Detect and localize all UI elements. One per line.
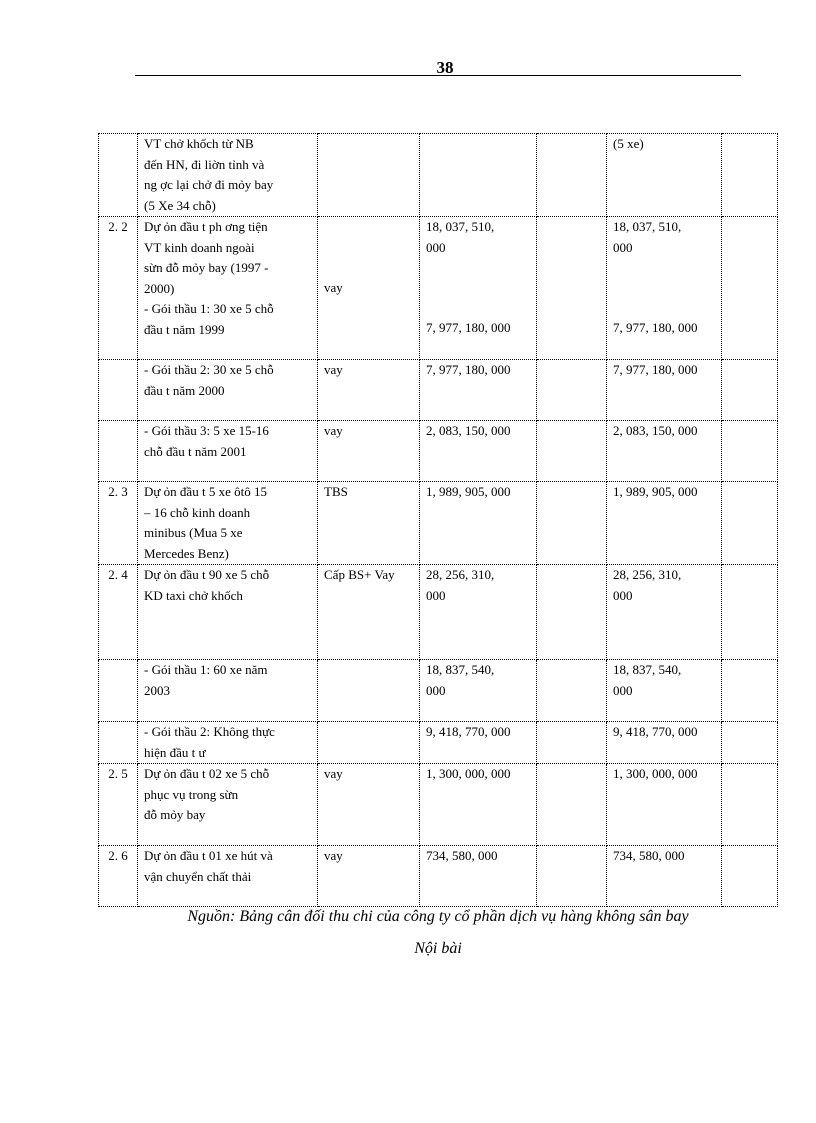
row-number: 2. 3 — [99, 482, 138, 565]
row-description: Dự ỏn đầu t 02 xe 5 chỗ phục vụ trong sừn đỗ mỏy bay — [138, 764, 318, 846]
row-amount-1: 18, 037, 510, 000 7, 977, 180, 000 — [420, 217, 537, 360]
row-source: vay — [318, 764, 420, 846]
row-amount-2: 9, 418, 770, 000 — [607, 722, 722, 764]
table-row — [99, 565, 778, 660]
table-row — [99, 846, 778, 907]
row-blank-1 — [537, 421, 607, 482]
row-source: vay — [318, 360, 420, 421]
row-blank-2 — [722, 360, 778, 421]
row-number — [99, 722, 138, 764]
table-row — [99, 217, 778, 360]
row-number — [99, 660, 138, 722]
row-source — [318, 660, 420, 722]
row-number: 2. 2 — [99, 217, 138, 360]
row-blank-2 — [722, 660, 778, 722]
row-blank-2 — [722, 565, 778, 660]
row-source: Cấp BS+ Vay — [318, 565, 420, 660]
row-amount-2: 1, 300, 000, 000 — [607, 764, 722, 846]
row-amount-2: 1, 989, 905, 000 — [607, 482, 722, 565]
row-amount-1: 2, 083, 150, 000 — [420, 421, 537, 482]
table-row — [99, 482, 778, 565]
row-blank-2 — [722, 421, 778, 482]
row-amount-1: 9, 418, 770, 000 — [420, 722, 537, 764]
row-number: 2. 4 — [99, 565, 138, 660]
row-amount-1: 18, 837, 540, 000 — [420, 660, 537, 722]
table-row — [99, 660, 778, 722]
row-blank-2 — [722, 134, 778, 217]
row-description: VT chở khốch từ NB đến HN, đi liờn tỉnh và ng ợc lại chở đi mỏy bay (5 Xe 34 chỗ) — [138, 134, 318, 217]
row-amount-2: 18, 837, 540, 000 — [607, 660, 722, 722]
row-blank-1 — [537, 846, 607, 907]
row-amount-1: 1, 989, 905, 000 — [420, 482, 537, 565]
row-description: Dự ỏn đầu t 5 xe ôtô 15 – 16 chỗ kinh doanh minibus (Mua 5 xe Mercedes Benz) — [138, 482, 318, 565]
header-rule — [135, 75, 741, 76]
row-amount-2: 7, 977, 180, 000 — [607, 360, 722, 421]
source-note-line-2: Nội bài — [414, 940, 462, 957]
row-number — [99, 360, 138, 421]
row-description: Dự ỏn đầu t ph ơng tiện VT kinh doanh ngoài sừn đỗ mỏy bay (1997 - 2000) - Gói thầu 1: 30 xe 5 chỗ đầu t năm 1999 — [138, 217, 318, 360]
row-source: vay — [318, 846, 420, 907]
row-source — [318, 722, 420, 764]
row-blank-2 — [722, 482, 778, 565]
source-note-line-1: Nguồn: Bảng cân đối thu chi của công ty cổ phần dịch vụ hàng không sân bay — [187, 908, 689, 925]
row-amount-1: 734, 580, 000 — [420, 846, 537, 907]
row-number: 2. 5 — [99, 764, 138, 846]
row-blank-1 — [537, 482, 607, 565]
row-amount-1: 28, 256, 310, 000 — [420, 565, 537, 660]
row-amount-1: 1, 300, 000, 000 — [420, 764, 537, 846]
row-blank-2 — [722, 217, 778, 360]
row-description: Dự ỏn đầu t 90 xe 5 chỗ KD taxi chở khốch — [138, 565, 318, 660]
table-row — [99, 421, 778, 482]
row-blank-1 — [537, 134, 607, 217]
row-amount-1: 7, 977, 180, 000 — [420, 360, 537, 421]
row-number — [99, 421, 138, 482]
row-blank-1 — [537, 565, 607, 660]
row-blank-1 — [537, 660, 607, 722]
row-amount-2: 2, 083, 150, 000 — [607, 421, 722, 482]
row-blank-1 — [537, 764, 607, 846]
row-blank-1 — [537, 722, 607, 764]
row-source: vay — [318, 421, 420, 482]
page-number: 38 — [436, 58, 454, 77]
investment-table — [98, 133, 778, 907]
row-blank-1 — [537, 217, 607, 360]
row-amount-1 — [420, 134, 537, 217]
table-row — [99, 722, 778, 764]
row-number: 2. 6 — [99, 846, 138, 907]
row-amount-2: 734, 580, 000 — [607, 846, 722, 907]
table-row — [99, 134, 778, 217]
row-description: - Gói thầu 1: 60 xe năm 2003 — [138, 660, 318, 722]
row-description: Dự ỏn đầu t 01 xe hút và vận chuyển chất thải — [138, 846, 318, 907]
row-source: TBS — [318, 482, 420, 565]
row-blank-2 — [722, 764, 778, 846]
row-blank-2 — [722, 846, 778, 907]
row-source: vay — [318, 217, 420, 360]
row-blank-2 — [722, 722, 778, 764]
row-amount-2: 18, 037, 510, 000 7, 977, 180, 000 — [607, 217, 722, 360]
table-row — [99, 764, 778, 846]
row-number — [99, 134, 138, 217]
row-source — [318, 134, 420, 217]
table-row — [99, 360, 778, 421]
row-blank-1 — [537, 360, 607, 421]
source-note — [100, 901, 776, 965]
row-description: - Gói thầu 2: Không thực hiện đầu t ư — [138, 722, 318, 764]
row-description: - Gói thầu 2: 30 xe 5 chỗ đầu t năm 2000 — [138, 360, 318, 421]
row-amount-2: 28, 256, 310, 000 — [607, 565, 722, 660]
row-amount-2: (5 xe) — [607, 134, 722, 217]
row-description: - Gói thầu 3: 5 xe 15-16 chỗ đầu t năm 2001 — [138, 421, 318, 482]
